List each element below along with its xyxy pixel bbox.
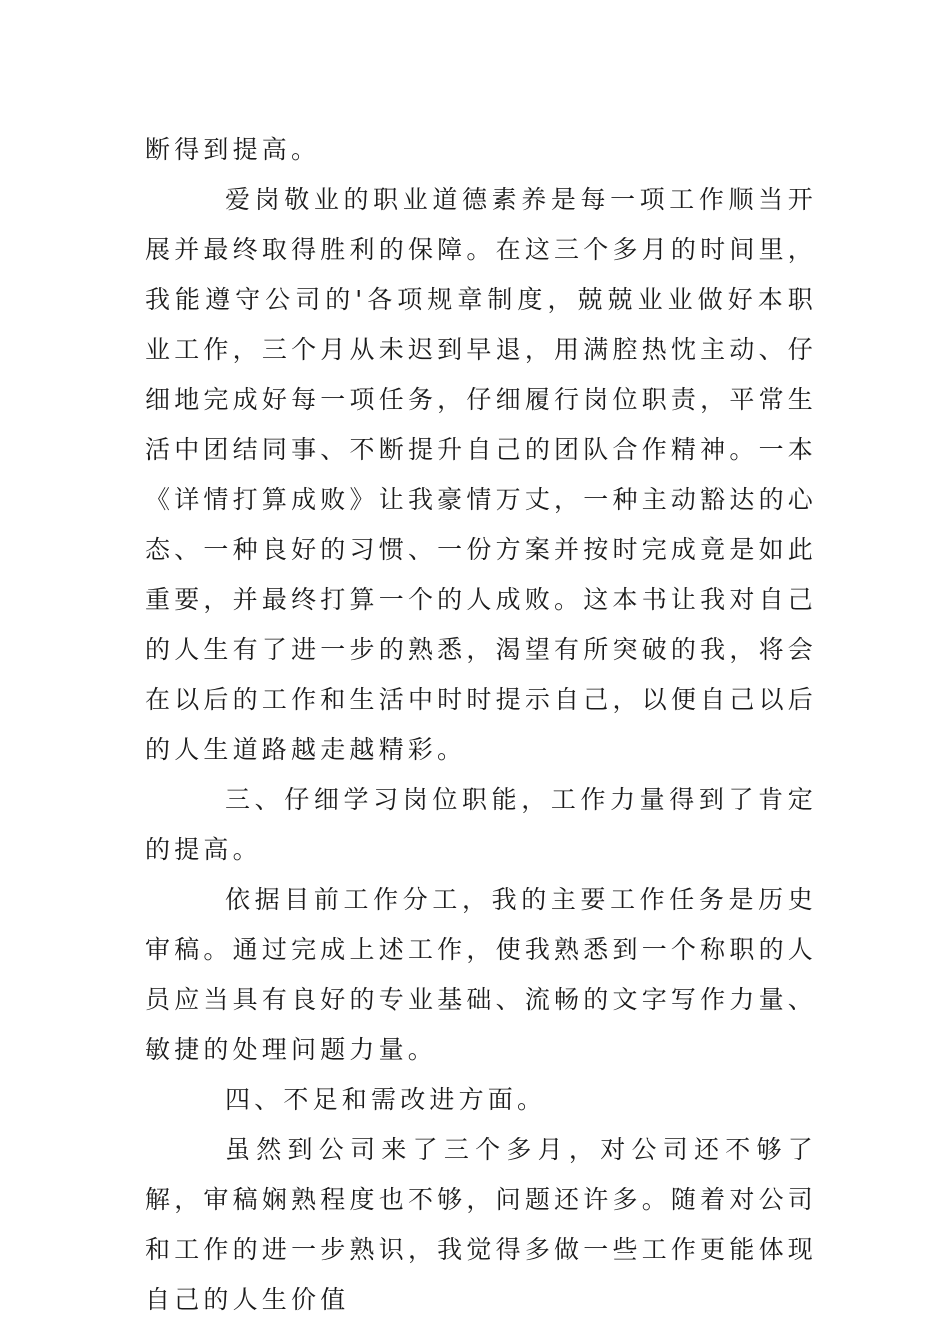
paragraph-shortcomings: 虽然到公司来了三个多月，对公司还不够了解，审稿娴熟程度也不够，问题还许多。随着对公司和工作的进一步熟识，我觉得多做一些工作更能体现自己的人生价值 bbox=[145, 1135, 817, 1314]
section-heading-four: 四、不足和需改进方面。 bbox=[225, 1085, 547, 1114]
paragraph-work-tasks: 依据目前工作分工，我的主要工作任务是历史审稿。通过完成上述工作，使我熟悉到一个称职的人员应当具有良好的专业基础、流畅的文字写作力量、敏捷的处理问题力量。 bbox=[145, 885, 817, 1064]
document-body bbox=[145, 125, 817, 1325]
section-heading-three: 三、仔细学习岗位职能，工作力量得到了肯定的提高。 bbox=[145, 785, 817, 864]
paragraph-professional-ethics: 爱岗敬业的职业道德素养是每一项工作顺当开展并最终取得胜利的保障。在这三个多月的时间里，我能遵守公司的'各项规章制度，兢兢业业做好本职业工作，三个月从未迟到早退，用满腔热忱主动、仔细地完成好每一项任务，仔细履行岗位职责，平常生活中团结同事、不断提升自己的团队合作精神。一本《详情打算成败》让我豪情万丈，一种主动豁达的心态、一种良好的习惯、一份方案并按时完成竟是如此重要，并最终打算一个的人成败。这本书让我对自己的人生有了进一步的熟悉，渴望有所突破的我，将会在以后的工作和生活中时时提示自己，以便自己以后的人生道路越走越精彩。 bbox=[145, 185, 817, 764]
paragraph-continuation: 断得到提高。 bbox=[145, 135, 321, 164]
